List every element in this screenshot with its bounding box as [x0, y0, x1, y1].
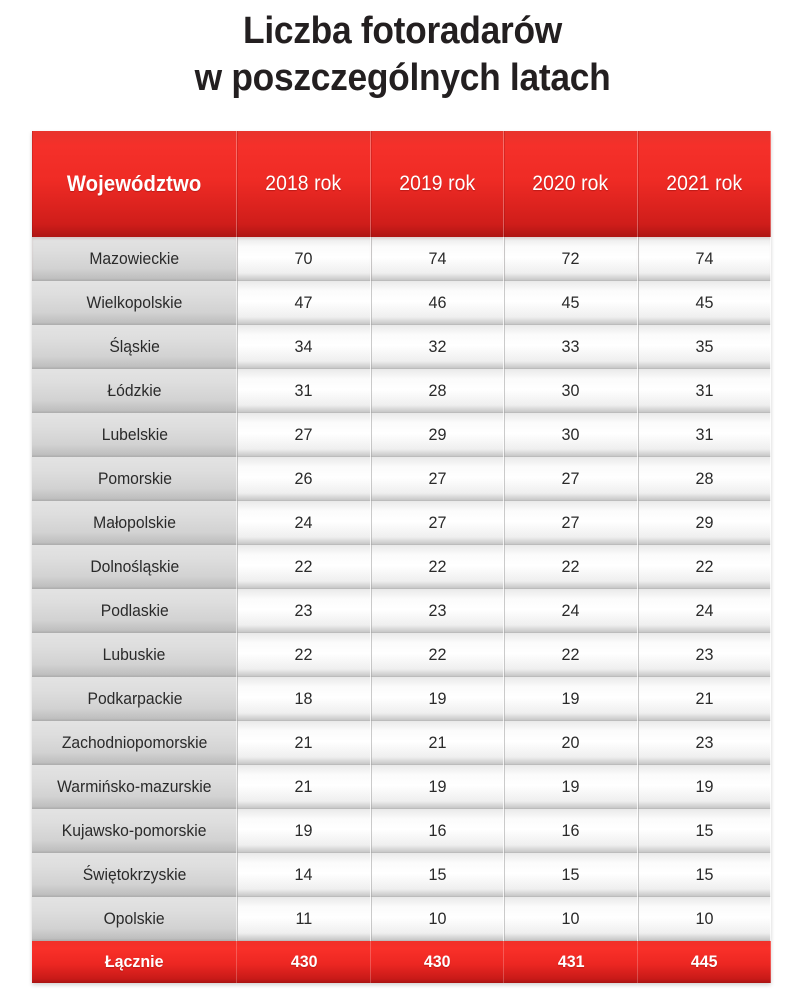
cell-text: Małopolskie: [93, 513, 176, 532]
cell-text: 16: [561, 821, 580, 840]
cell-text: 11: [295, 909, 313, 928]
cell-text: 22: [695, 557, 714, 576]
cell-text: 10: [428, 909, 447, 928]
cell-2020: [504, 369, 638, 413]
table-row: [32, 677, 771, 721]
cell-2019: [371, 413, 505, 457]
cell-text: 20: [561, 733, 580, 752]
cell-text: Mazowieckie: [89, 249, 180, 268]
radar-table-container: [32, 131, 771, 983]
cell-2021: [638, 853, 772, 897]
cell-text: 74: [428, 249, 447, 268]
cell-2020: [504, 589, 638, 633]
cell-text: Podlaskie: [100, 601, 169, 620]
cell-text: Podkarpackie: [86, 689, 182, 708]
table-header: [32, 131, 771, 237]
cell-text: 29: [695, 513, 714, 532]
cell-text: 10: [561, 909, 580, 928]
cell-text: 27: [428, 513, 447, 532]
cell-text: 24: [294, 513, 313, 532]
table-body: [32, 237, 771, 941]
row-label-voivodeship: [32, 589, 237, 633]
cell-2020: [504, 413, 638, 457]
cell-2018: [237, 589, 371, 633]
row-label-voivodeship: [32, 677, 237, 721]
cell-2019: [371, 633, 505, 677]
table-row: [32, 325, 771, 369]
total-2018: 430: [237, 941, 371, 983]
table-row: [32, 413, 771, 457]
row-label-voivodeship: [32, 281, 237, 325]
table-row: [32, 721, 771, 765]
column-header-2019: 2019 rok: [371, 131, 505, 237]
column-header-2020: 2020 rok: [504, 131, 638, 237]
cell-text: 15: [428, 865, 447, 884]
cell-text: 74: [695, 249, 714, 268]
cell-text: 22: [428, 557, 447, 576]
cell-text: Dolnośląskie: [90, 557, 179, 576]
cell-2018: [237, 809, 371, 853]
cell-text: 22: [561, 557, 580, 576]
total-row: [32, 941, 771, 983]
cell-text: 30: [561, 425, 580, 444]
cell-2019: [371, 325, 505, 369]
cell-2021: [638, 633, 772, 677]
row-label-voivodeship: [32, 457, 237, 501]
cell-text: 24: [561, 601, 580, 620]
cell-2021: [638, 897, 772, 941]
page-title-line-2: w poszczególnych latach: [194, 57, 611, 99]
table-row: [32, 633, 771, 677]
cell-2018: [237, 237, 371, 281]
cell-text: 23: [695, 645, 714, 664]
row-label-voivodeship: [32, 501, 237, 545]
table-row: [32, 237, 771, 281]
cell-text: 72: [561, 249, 580, 268]
row-label-voivodeship: [32, 809, 237, 853]
cell-2019: [371, 237, 505, 281]
cell-2020: [504, 633, 638, 677]
cell-2019: [371, 809, 505, 853]
table-header-row: [32, 131, 771, 237]
cell-text: 14: [294, 865, 313, 884]
cell-2021: [638, 457, 772, 501]
cell-2019: [371, 677, 505, 721]
cell-text: 15: [695, 865, 714, 884]
cell-text: 27: [561, 513, 580, 532]
row-label-voivodeship: [32, 897, 237, 941]
cell-2021: [638, 237, 772, 281]
cell-text: 19: [294, 821, 313, 840]
cell-2018: [237, 413, 371, 457]
cell-text: Lubelskie: [101, 425, 168, 444]
table-row: [32, 369, 771, 413]
cell-2018: [237, 721, 371, 765]
cell-2019: [371, 897, 505, 941]
cell-text: 33: [561, 337, 580, 356]
cell-text: 18: [294, 689, 313, 708]
cell-2020: [504, 281, 638, 325]
cell-2020: [504, 325, 638, 369]
cell-text: 22: [561, 645, 580, 664]
column-header-voivodeship: Województwo: [32, 131, 237, 237]
cell-text: 27: [294, 425, 313, 444]
table-row: [32, 897, 771, 941]
cell-text: 21: [695, 689, 714, 708]
row-label-voivodeship: [32, 325, 237, 369]
cell-text: 23: [294, 601, 313, 620]
cell-text: 27: [428, 469, 447, 488]
cell-2021: [638, 677, 772, 721]
cell-2021: [638, 369, 772, 413]
cell-2020: [504, 457, 638, 501]
cell-text: 34: [294, 337, 313, 356]
cell-2018: [237, 677, 371, 721]
cell-text: 26: [294, 469, 313, 488]
cell-2019: [371, 589, 505, 633]
cell-2018: [237, 501, 371, 545]
cell-text: Pomorskie: [97, 469, 172, 488]
cell-2021: [638, 589, 772, 633]
cell-2021: [638, 325, 772, 369]
cell-text: 19: [695, 777, 714, 796]
cell-text: Zachodniopomorskie: [61, 733, 208, 752]
cell-2020: [504, 545, 638, 589]
cell-2020: [504, 237, 638, 281]
cell-text: 47: [294, 293, 313, 312]
cell-2020: [504, 501, 638, 545]
table-row: [32, 765, 771, 809]
cell-text: 21: [294, 777, 313, 796]
cell-2020: [504, 677, 638, 721]
cell-text: 22: [294, 645, 313, 664]
cell-2019: [371, 721, 505, 765]
cell-text: 45: [695, 293, 714, 312]
cell-2021: [638, 281, 772, 325]
cell-2020: [504, 721, 638, 765]
cell-text: Lubuskie: [103, 645, 166, 664]
cell-text: 27: [561, 469, 580, 488]
cell-text: 15: [561, 865, 580, 884]
cell-text: Warmińsko-mazurskie: [57, 777, 212, 796]
cell-2019: [371, 281, 505, 325]
row-label-voivodeship: [32, 413, 237, 457]
cell-2019: [371, 853, 505, 897]
row-label-voivodeship: [32, 545, 237, 589]
column-header-2021: 2021 rok: [638, 131, 772, 237]
cell-2020: [504, 809, 638, 853]
cell-text: 21: [294, 733, 313, 752]
cell-text: 30: [561, 381, 580, 400]
cell-text: 23: [428, 601, 447, 620]
speed-camera-table: [32, 131, 771, 983]
cell-2019: [371, 545, 505, 589]
row-label-voivodeship: [32, 765, 237, 809]
row-label-voivodeship: [32, 633, 237, 677]
table-row: [32, 457, 771, 501]
cell-text: 24: [695, 601, 714, 620]
cell-text: 31: [294, 381, 313, 400]
cell-text: 46: [428, 293, 447, 312]
cell-text: Kujawsko-pomorskie: [62, 821, 207, 840]
cell-text: 15: [695, 821, 714, 840]
cell-text: 28: [428, 381, 447, 400]
cell-2018: [237, 897, 371, 941]
cell-text: 19: [561, 689, 580, 708]
cell-2021: [638, 501, 772, 545]
cell-text: Śląskie: [109, 337, 160, 356]
page-title: [0, 0, 805, 102]
cell-2019: [371, 457, 505, 501]
row-label-voivodeship: [32, 853, 237, 897]
cell-2018: [237, 369, 371, 413]
cell-text: 28: [695, 469, 714, 488]
cell-2019: [371, 369, 505, 413]
cell-text: 22: [294, 557, 313, 576]
cell-text: 19: [561, 777, 580, 796]
cell-2021: [638, 765, 772, 809]
page-title-line-1: Liczba fotoradarów: [243, 10, 562, 52]
cell-2021: [638, 809, 772, 853]
cell-2020: [504, 765, 638, 809]
cell-text: 21: [428, 733, 447, 752]
cell-text: 19: [428, 689, 447, 708]
cell-text: 31: [695, 425, 714, 444]
table-row: [32, 545, 771, 589]
total-row-label: Łącznie: [32, 941, 237, 983]
cell-text: Łódzkie: [107, 381, 162, 400]
total-2020: 431: [504, 941, 638, 983]
row-label-voivodeship: [32, 721, 237, 765]
cell-text: 22: [428, 645, 447, 664]
table-row: [32, 501, 771, 545]
cell-2018: [237, 325, 371, 369]
row-label-voivodeship: [32, 369, 237, 413]
cell-text: 29: [428, 425, 447, 444]
cell-text: Świętokrzyskie: [82, 865, 187, 884]
cell-text: 32: [428, 337, 447, 356]
cell-text: 19: [428, 777, 447, 796]
cell-text: 70: [294, 249, 313, 268]
cell-2021: [638, 721, 772, 765]
total-2021: 445: [638, 941, 772, 983]
cell-text: 31: [695, 381, 714, 400]
table-footer: [32, 941, 771, 983]
row-label-voivodeship: [32, 237, 237, 281]
table-row: [32, 853, 771, 897]
cell-2018: [237, 853, 371, 897]
cell-2018: [237, 765, 371, 809]
cell-text: 16: [428, 821, 447, 840]
cell-2021: [638, 413, 772, 457]
cell-2019: [371, 501, 505, 545]
cell-text: Wielkopolskie: [86, 293, 183, 312]
column-header-2018: 2018 rok: [237, 131, 371, 237]
cell-2021: [638, 545, 772, 589]
cell-text: 23: [695, 733, 714, 752]
table-row: [32, 281, 771, 325]
cell-2020: [504, 897, 638, 941]
cell-text: Opolskie: [103, 909, 165, 928]
cell-text: 35: [695, 337, 714, 356]
cell-2020: [504, 853, 638, 897]
cell-2018: [237, 457, 371, 501]
cell-2019: [371, 765, 505, 809]
cell-text: 10: [695, 909, 714, 928]
table-row: [32, 589, 771, 633]
cell-2018: [237, 545, 371, 589]
total-2019: 430: [371, 941, 505, 983]
table-row: [32, 809, 771, 853]
cell-2018: [237, 633, 371, 677]
cell-2018: [237, 281, 371, 325]
cell-text: 45: [561, 293, 580, 312]
